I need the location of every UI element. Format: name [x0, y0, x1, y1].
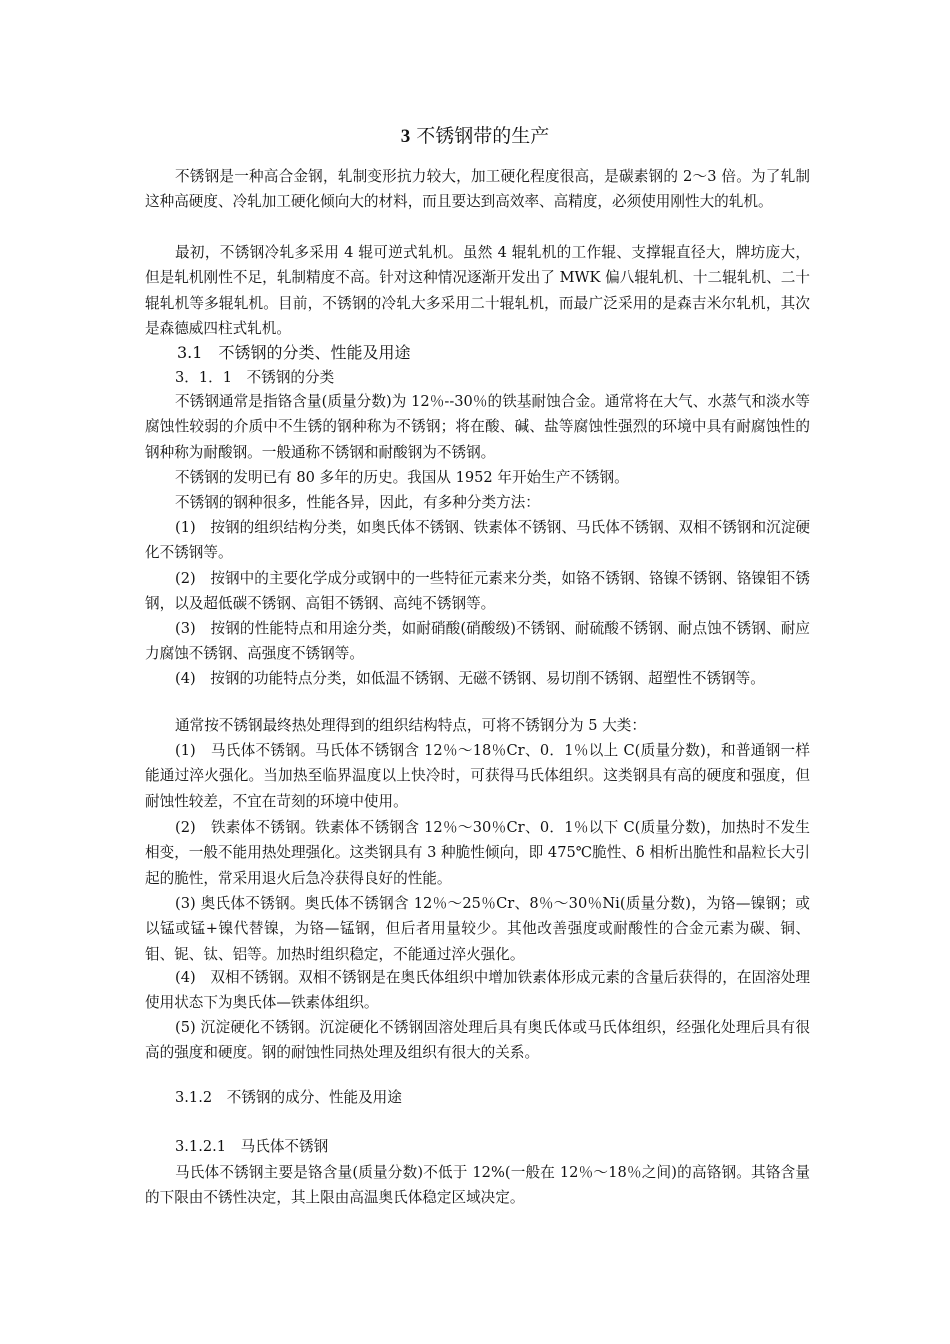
- intro-paragraph-1: 不锈钢是一种高合金钢，轧制变形抗力较大，加工硬化程度很高，是碳素钢的 2～3 倍。为了轧制这种高硬度、冷轧加工硬化倾向大的材料，而且要达到高效率、高精度，必须使用刚性大的轧机。: [145, 168, 810, 211]
- section-heading-3-1-1: 3．1．1 不锈钢的分类: [175, 369, 335, 386]
- type-item-ferritic: (2) 铁素体不锈钢。铁素体不锈钢含 12％～30％Cr、0．1％以下 C(质量分数)，加热时不发生相变，一般不能用热处理强化。这类钢具有 3 种脆性倾向，即 475℃脆性、δ 相析出脆性和晶粒长大引起的脆性，常采用退火后急冷获得良好的性能。: [145, 819, 810, 887]
- method-item-3: (3) 按钢的性能特点和用途分类，如耐硝酸(硝酸级)不锈钢、耐硫酸不锈钢、耐点蚀不锈钢、耐应力腐蚀不锈钢、高强度不锈钢等。: [145, 620, 810, 663]
- section-heading-3-1: 3.1 不锈钢的分类、性能及用途: [177, 343, 411, 362]
- method-item-4: (4) 按钢的功能特点分类，如低温不锈钢、无磁不锈钢、易切削不锈钢、超塑性不锈钢等。: [175, 670, 765, 687]
- section-heading-3-1-2-1: 3.1.2.1 马氏体不锈钢: [175, 1138, 329, 1155]
- history-paragraph: 不锈钢的发明已有 80 多年的历史。我国从 1952 年开始生产不锈钢。: [175, 469, 629, 486]
- chapter-title-text: 不锈钢带的生产: [416, 125, 550, 147]
- type-item-duplex: (4) 双相不锈钢。双相不锈钢是在奥氏体组织中增加铁素体形成元素的含量后获得的，在固溶处理使用状态下为奥氏体—铁素体组织。: [145, 969, 810, 1012]
- type-item-austenitic: (3) 奥氏体不锈钢。奥氏体不锈钢含 12％～25％Cr、8％～30％Ni(质量分数)，为铬—镍钢；或以锰或锰+镍代替镍，为铬—锰钢，但后者用量较少。其他改善强度或耐酸性的合金元素为碳、铜、钼、铌、钛、铝等。加热时组织稳定，不能通过淬火强化。: [145, 895, 810, 963]
- chapter-number: 3: [400, 126, 411, 147]
- chapter-title: [0, 123, 950, 150]
- definition-paragraph: 不锈钢通常是指铬含量(质量分数)为 12％--30％的铁基耐蚀合金。通常将在大气、水蒸气和淡水等腐蚀性较弱的介质中不生锈的钢种称为不锈钢；将在酸、碱、盐等腐蚀性强烈的环境中具有耐腐蚀性的钢种称为耐酸钢。一般通称不锈钢和耐酸钢为不锈钢。: [145, 393, 810, 461]
- section-heading-3-1-2: 3.1.2 不锈钢的成分、性能及用途: [175, 1089, 402, 1106]
- method-item-2: (2) 按钢中的主要化学成分或钢中的一些特征元素来分类，如铬不锈钢、铬镍不锈钢、铬镍钼不锈钢，以及超低碳不锈钢、高钼不锈钢、高纯不锈钢等。: [145, 570, 810, 613]
- methods-intro-paragraph: 不锈钢的钢种很多，性能各异，因此，有多种分类方法：: [175, 494, 540, 511]
- martensite-paragraph: 马氏体不锈钢主要是铬含量(质量分数)不低于 12%(一般在 12％～18％之间)的高铬钢。其铬含量的下限由不锈性决定，其上限由高温奥氏体稳定区域决定。: [145, 1164, 810, 1207]
- five-types-intro: 通常按不锈钢最终热处理得到的组织结构特点，可将不锈钢分为 5 大类：: [175, 717, 646, 734]
- type-item-precipitation: (5) 沉淀硬化不锈钢。沉淀硬化不锈钢固溶处理后具有奥氏体或马氏体组织，经强化处理后具有很高的强度和硬度。钢的耐蚀性同热处理及组织有很大的关系。: [145, 1019, 810, 1062]
- method-item-1: (1) 按钢的组织结构分类，如奥氏体不锈钢、铁素体不锈钢、马氏体不锈钢、双相不锈钢和沉淀硬化不锈钢等。: [145, 519, 810, 562]
- type-item-martensitic: (1) 马氏体不锈钢。马氏体不锈钢含 12％～18％Cr、0．1％以上 C(质量分数)，和普通钢一样能通过淬火强化。当加热至临界温度以上快冷时，可获得马氏体组织。这类钢具有高的硬度和强度，但耐蚀性较差，不宜在苛刻的环境中使用。: [145, 742, 810, 810]
- intro-paragraph-2: 最初，不锈钢冷轧多采用 4 辊可逆式轧机。虽然 4 辊轧机的工作辊、支撑辊直径大，牌坊庞大，但是轧机刚性不足，轧制精度不高。针对这种情况逐渐开发出了 MWK 偏八辊轧机、十二辊轧机、二十辊轧机等多辊轧机。目前，不锈钢的冷轧大多采用二十辊轧机，而最广泛采用的是森吉米尔轧机，其次是森德威四柱式轧机。: [145, 244, 810, 337]
